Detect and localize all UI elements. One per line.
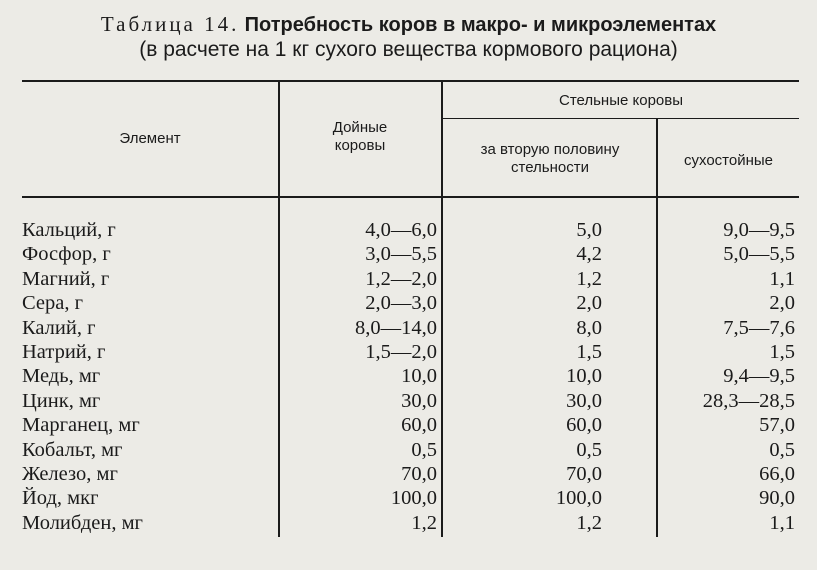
cell-dairy: 60,0 bbox=[401, 414, 437, 437]
cell-dairy: 10,0 bbox=[401, 365, 437, 388]
cell-dry: 5,0—5,5 bbox=[723, 243, 795, 266]
table-caption: Потребность коров в макро- и микроэлементах bbox=[244, 14, 717, 36]
header-pregnant: Стельные коровы bbox=[558, 92, 684, 109]
cell-dry: 1,1 bbox=[769, 511, 795, 534]
cell-dry: 9,0—9,5 bbox=[723, 219, 795, 241]
cell-second-half: 1,5 bbox=[576, 341, 602, 364]
cell-element: Молибден, мг bbox=[22, 511, 143, 534]
table-title bbox=[0, 12, 817, 37]
header-second-half: за вторую половину стельности bbox=[480, 141, 620, 176]
table-row bbox=[22, 340, 795, 364]
cell-element: Марганец, мг bbox=[22, 414, 140, 437]
table-row bbox=[22, 438, 795, 462]
cell-dairy: 0,5 bbox=[411, 438, 437, 461]
cell-second-half: 100,0 bbox=[555, 487, 602, 510]
table-row bbox=[22, 267, 795, 291]
header-dry: сухостойные bbox=[683, 152, 773, 169]
cell-dry: 0,5 bbox=[769, 438, 795, 461]
cell-dry: 28,3—28,5 bbox=[702, 389, 795, 412]
cell-dairy: 3,0—5,5 bbox=[365, 243, 437, 266]
table-row bbox=[22, 242, 795, 266]
table-subtitle: (в расчете на 1 кг сухого вещества кормового рациона) bbox=[139, 38, 678, 61]
cell-second-half: 1,2 bbox=[576, 267, 602, 290]
cell-dry: 66,0 bbox=[759, 463, 795, 486]
cell-element: Железо, мг bbox=[22, 463, 118, 486]
cell-element: Натрий, г bbox=[22, 341, 106, 364]
table-row bbox=[22, 511, 795, 535]
cell-dairy: 2,0—3,0 bbox=[365, 292, 437, 315]
cell-dairy: 1,5—2,0 bbox=[365, 341, 437, 364]
cell-element: Магний, г bbox=[22, 267, 110, 290]
header-dairy: Дойные коровы bbox=[332, 119, 388, 154]
cell-second-half: 5,0 bbox=[576, 219, 602, 241]
cell-dry: 1,1 bbox=[769, 267, 795, 290]
cell-dry: 1,5 bbox=[769, 341, 795, 364]
cell-element: Цинк, мг bbox=[22, 389, 101, 412]
cell-second-half: 8,0 bbox=[576, 316, 602, 339]
table-row bbox=[22, 413, 795, 437]
table-number: Таблица 14. bbox=[100, 12, 240, 36]
table-row bbox=[22, 218, 795, 242]
table-row bbox=[22, 291, 795, 315]
table-row bbox=[22, 462, 795, 486]
cell-dry: 9,4—9,5 bbox=[723, 365, 795, 388]
cell-dairy: 4,0—6,0 bbox=[365, 219, 437, 241]
cell-element: Калий, г bbox=[22, 316, 96, 339]
cell-second-half: 1,2 bbox=[576, 511, 602, 534]
cell-dairy: 1,2—2,0 bbox=[365, 267, 437, 290]
cell-element: Фосфор, г bbox=[22, 243, 111, 266]
header-bottom-rule bbox=[22, 196, 799, 198]
cell-dairy: 30,0 bbox=[401, 389, 437, 412]
cell-second-half: 10,0 bbox=[566, 365, 602, 388]
table-row bbox=[22, 316, 795, 340]
cell-dairy: 8,0—14,0 bbox=[355, 316, 437, 339]
table-row bbox=[22, 486, 795, 510]
cell-dairy: 1,2 bbox=[411, 511, 437, 534]
top-rule bbox=[22, 80, 799, 82]
cell-element: Медь, мг bbox=[22, 365, 101, 388]
cell-second-half: 60,0 bbox=[566, 414, 602, 437]
elements-table bbox=[22, 218, 795, 535]
table-row bbox=[22, 364, 795, 388]
cell-element: Кобальт, мг bbox=[22, 438, 123, 461]
cell-element: Кальций, г bbox=[22, 219, 116, 241]
table-body bbox=[22, 218, 795, 535]
cell-second-half: 70,0 bbox=[566, 463, 602, 486]
cell-second-half: 4,2 bbox=[576, 243, 602, 266]
cell-dairy: 100,0 bbox=[390, 487, 437, 510]
cell-dairy: 70,0 bbox=[401, 463, 437, 486]
cell-dry: 7,5—7,6 bbox=[723, 316, 795, 339]
cell-second-half: 30,0 bbox=[566, 389, 602, 412]
header-element: Элемент bbox=[119, 130, 181, 147]
header-subrule bbox=[443, 118, 799, 119]
cell-dry: 2,0 bbox=[769, 292, 795, 315]
cell-dry: 57,0 bbox=[759, 414, 795, 437]
cell-second-half: 2,0 bbox=[576, 292, 602, 315]
cell-second-half: 0,5 bbox=[576, 438, 602, 461]
table-row bbox=[22, 389, 795, 413]
cell-dry: 90,0 bbox=[759, 487, 795, 510]
cell-element: Йод, мкг bbox=[22, 487, 99, 510]
cell-element: Сера, г bbox=[22, 292, 84, 315]
